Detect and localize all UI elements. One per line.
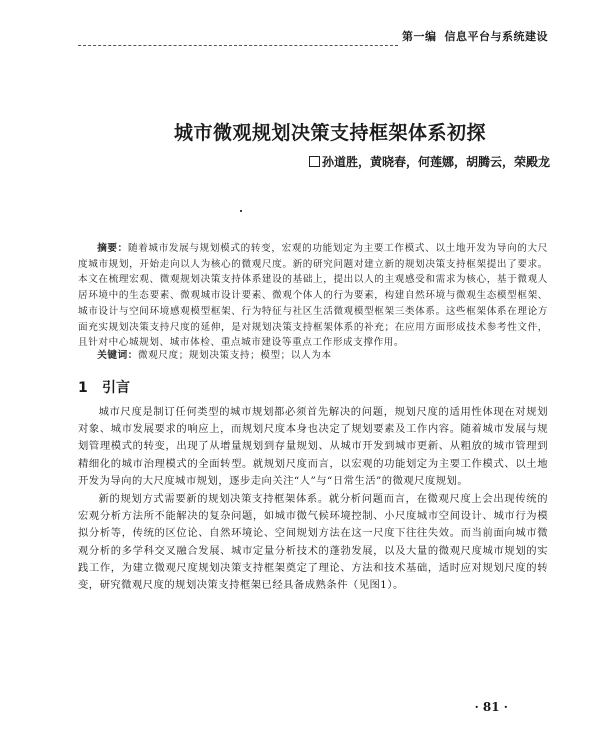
stray-mark xyxy=(240,210,242,212)
body-paragraph: 城市尺度是制订任何类型的城市规划都必须首先解决的问题，规划尺度的适用性体现在对规划对象、城市发展要求的响应上，而规划尺度本身也决定了规划要素及工作内容。随着城市发展与规划管理模式的转变，出现了从增量规划到存量规划、从城市开发到城市更新、从粗放的城市管理到精细化的城市治理模式的全面转型。就规划尺度而言，以宏观的功能划定为主要工作模式、以土地开发为导向的大尺度城市规划，逐步走向关注“人”与“日常生活”的微观尺度规划。 xyxy=(78,406,548,487)
running-head-section: 信息平台与系统建设 xyxy=(444,30,548,43)
abstract xyxy=(78,241,548,351)
page-number: · 81 · xyxy=(474,700,508,714)
section-title: 引言 xyxy=(102,380,130,396)
header-rule xyxy=(78,45,398,46)
keywords xyxy=(78,348,548,364)
checkbox-square-icon xyxy=(309,156,320,167)
running-head-text xyxy=(402,28,548,44)
keywords-text: 微观尺度；规划决策支持；模型；以人为本 xyxy=(137,350,332,361)
body-paragraph: 新的规划方式需要新的规划决策支持框架体系。就分析问题而言，在微观尺度上会出现传统的宏观分析方法所不能解决的复杂问题，如城市微气候环境控制、小尺度城市空间设计、城市行为模拟分析等，传统的区位论、自然环境论、空间规划方法在这一尺度下往往失效。而当前面向城市微观分析的多学科交叉融合发展、城市定量分析技术的蓬勃发展，以及大量的微观尺度城市规划的实践工作，为建立微观尺度规划决策支持框架奠定了理论、方法和技术基础，适时应对规划尺度的转变，研究微观尺度的规划决策支持框架已经具备成熟条件（见图1）。 xyxy=(78,493,548,592)
article-title: 城市微观规划决策支持框架体系初探 xyxy=(173,122,486,144)
section-number: 1 xyxy=(78,380,88,396)
abstract-text: 随着城市发展与规划模式的转变，宏观的功能划定为主要工作模式、以土地开发为导向的大尺度城市规划，开始走向以人为核心的微观尺度。新的研究问题对建立新的规划决策支持框架提出了要求。本文在梳理宏观、微观规划决策支持体系建设的基础上，提出以人的主观感受和需求为核心，基于微观人居环境中的生态要素、微观城市设计要素、微观个体人的行为要素，构建自然环境与微观生态模型框架、城市设计与空间环境感观模型框架、行为特征与社区生活微观模型框架三类体系。这些框架体系在理论方面充实规划决策支持尺度的延伸，是对规划决策支持框架体系的补充；在应用方面形成技术参考性文件，且针对中心城规划、城市体检、重点城市建设等重点工作形成支撑作用。 xyxy=(78,243,548,349)
keywords-label: 关键词： xyxy=(97,350,138,361)
running-head xyxy=(78,28,548,48)
section-heading xyxy=(78,377,130,397)
body-text xyxy=(78,404,548,595)
running-head-part: 第一编 xyxy=(402,30,437,43)
authors-names: 孙道胜，黄晓春，何莲娜，胡腾云，荣殿龙 xyxy=(321,155,550,169)
author-line xyxy=(309,153,550,170)
abstract-label: 摘要： xyxy=(97,243,128,254)
